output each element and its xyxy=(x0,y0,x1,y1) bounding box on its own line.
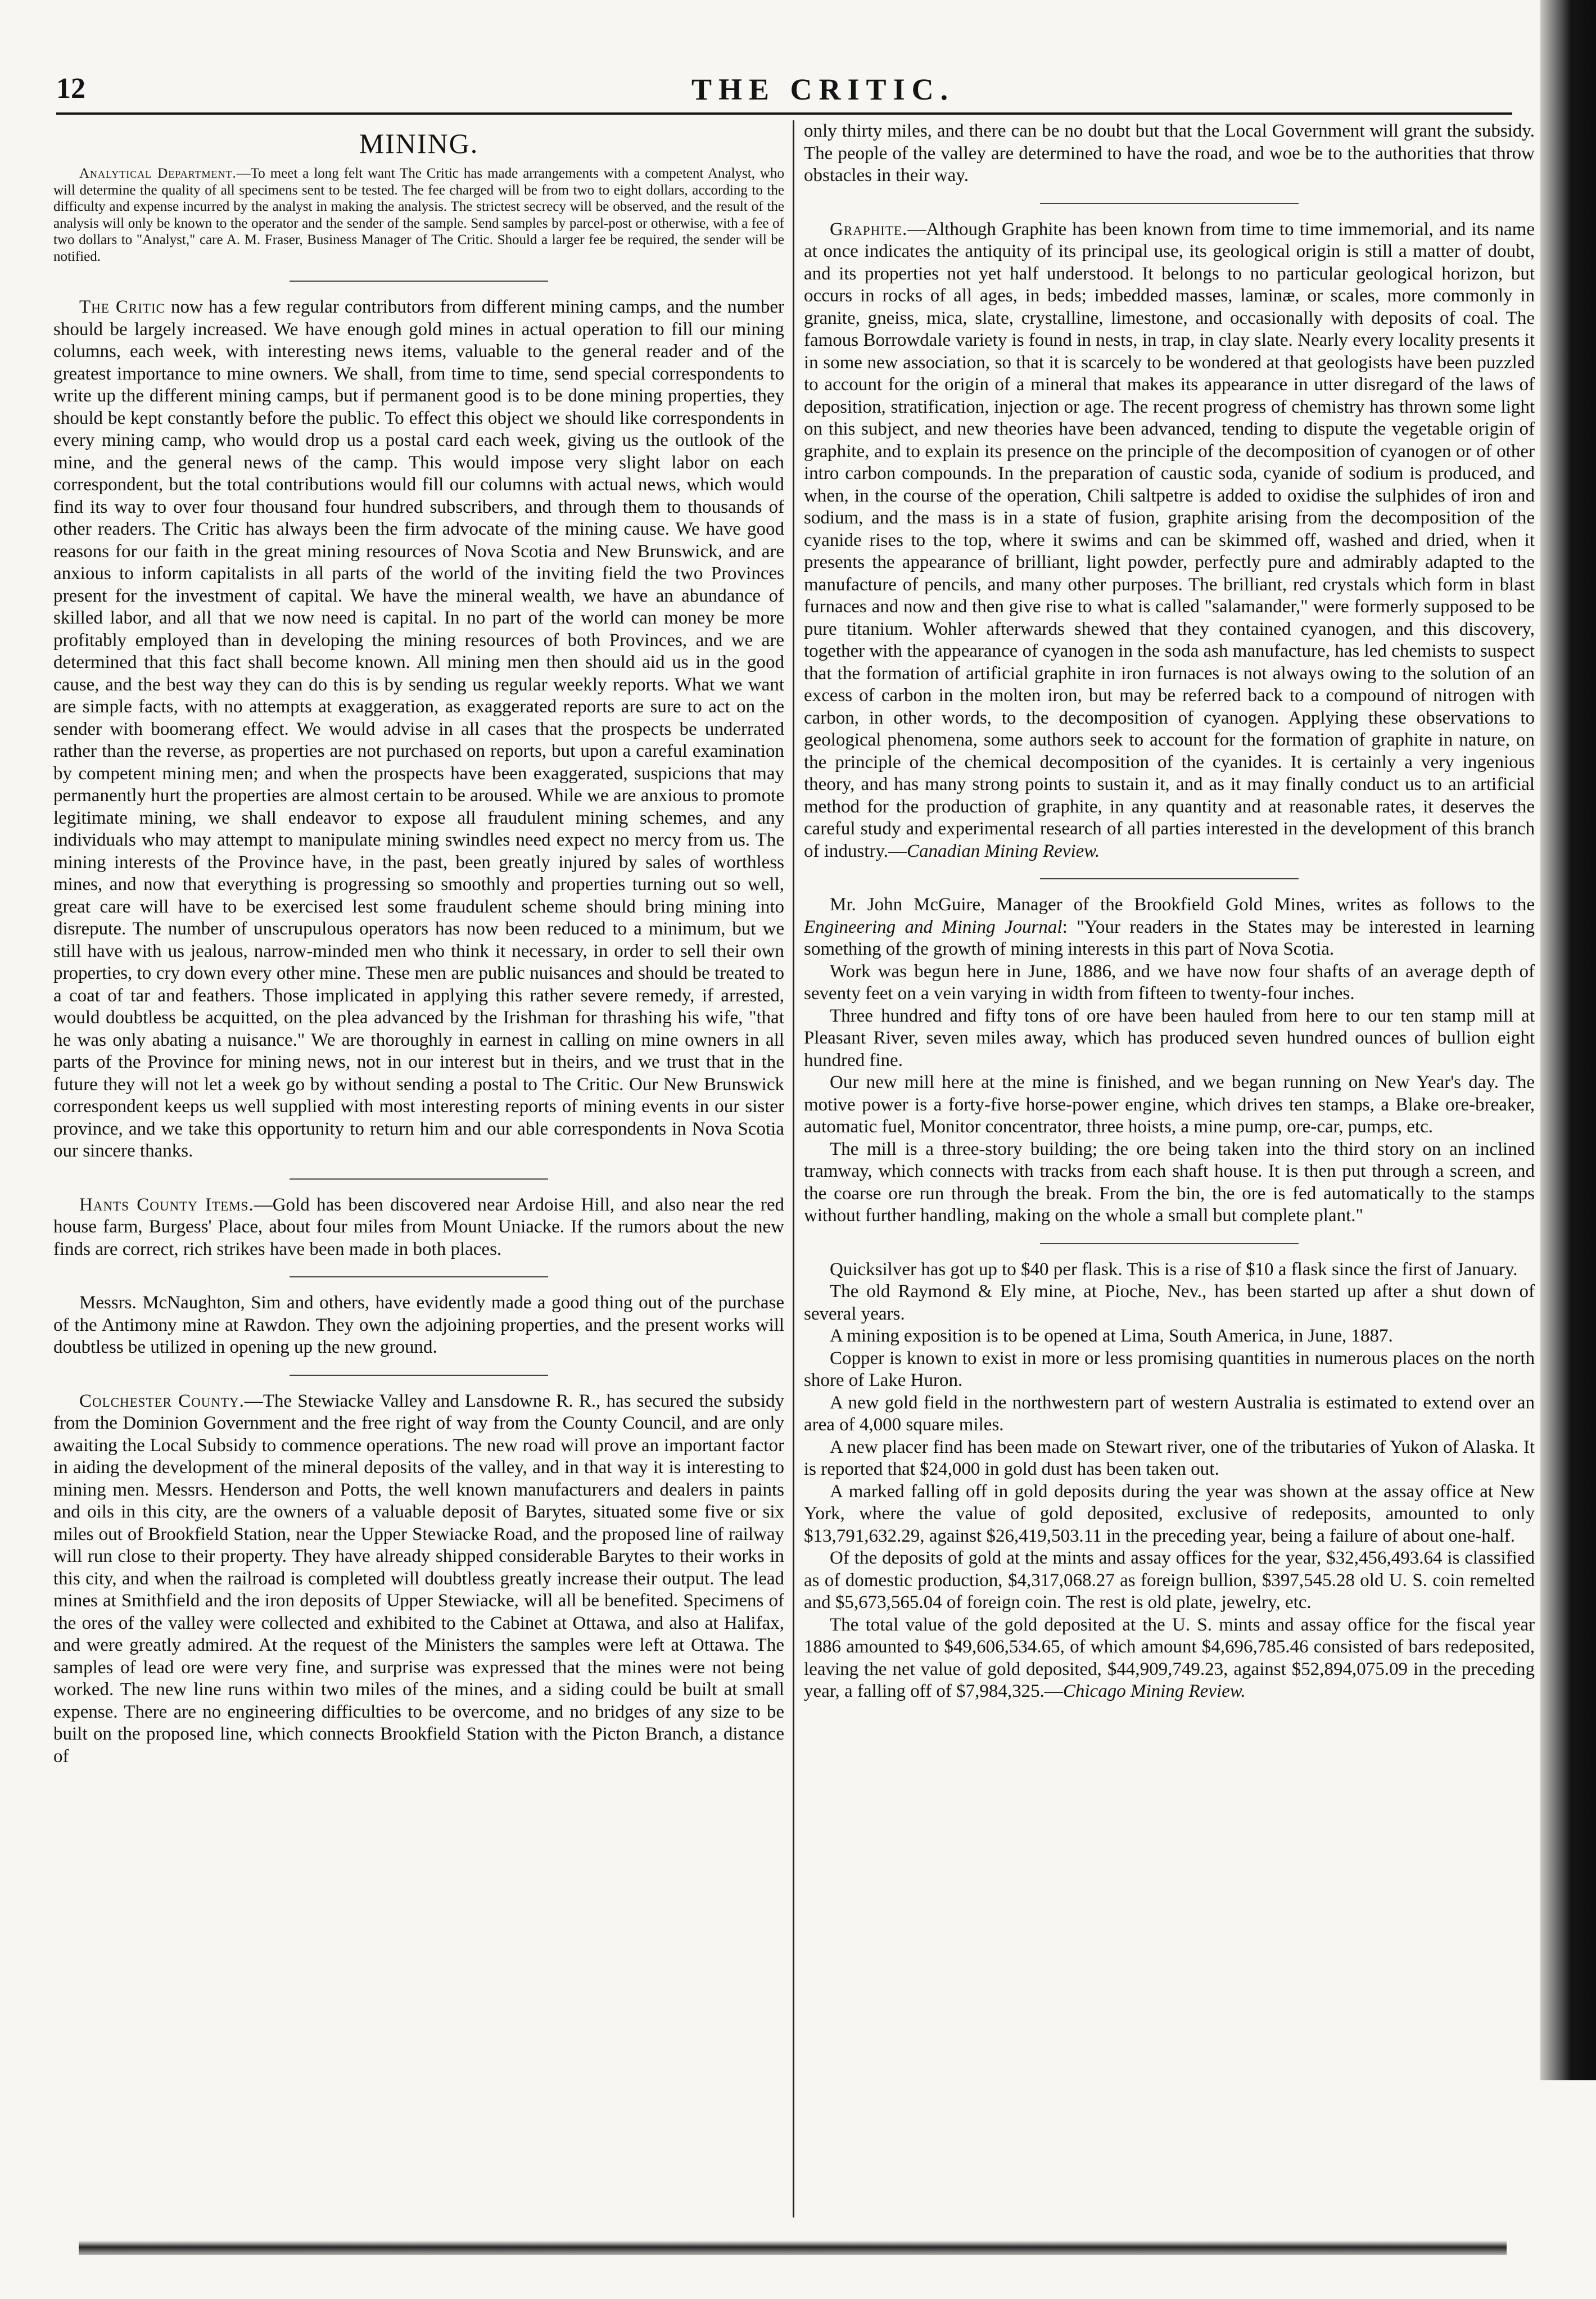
brief-item-final xyxy=(804,1614,1535,1703)
brief-item: Quicksilver has got up to $40 per flask. This is a rise of $10 a flask since the first of January. xyxy=(830,1259,1518,1280)
graphite-source: Canadian Mining Review. xyxy=(907,841,1100,861)
separator xyxy=(1040,878,1299,879)
mcguire-intro-end: : "Your readers in the States may be interested in learning something of the growth of mining interests in this part of Nova Scotia. xyxy=(804,916,1535,959)
mcguire-paragraph: Work was begun here in June, 1886, and we have now four shafts of an average depth of seventy feet on a vein varying in width from fifteen to twenty-four inches. xyxy=(804,961,1535,1004)
colchester-county-label: Colchester County. xyxy=(79,1390,245,1411)
left-column xyxy=(53,120,784,2217)
scan-edge-shadow xyxy=(1540,0,1596,2080)
mcguire-paragraph: Three hundred and fifty tons of ore have been hauled from here to our ten stamp mill at Pleasant River, seven miles away, which has produced seven hundred ounces of bullion eight hundred fine. xyxy=(804,1005,1535,1071)
final-brief-source: Chicago Mining Review. xyxy=(1063,1681,1246,1701)
mcguire-letter-intro xyxy=(804,894,1535,961)
separator xyxy=(290,1276,548,1277)
hants-county-label: Hants County Items. xyxy=(79,1194,254,1215)
colchester-county-text: —The Stewiacke Valley and Lansdowne R. R., has secured the subsidy from the Dominion Government and the free right of way from the County Council, and are only awaiting the Local Subsidy to commence operations. The new road will prove an important factor in aiding the development of the mineral deposits of the valley, and in that way it is interesting to mining men. Messrs. Henderson and Potts, the well known manufacturers and dealers in paints and oils in this city, are the owners of a valuable deposit of Barytes, situated some five or six miles out of Brookfield Station, near the Upper Stewiacke Road, and the proposed line of railway will run close to their property. They have already shipped considerable Barytes to their works in this city, and when the railroad is completed will doubtless greatly increase their output. The lead mines at Smithfield and the iron deposits of Upper Stewiacke, will all be benefited. Specimens of the ores of the valley were collected and exhibited to the Cabinet at Ottawa, and also at Halifax, and were greatly admired. At the request of the Ministers the samples were left at Ottawa. The samples of lead ore were very fine, and surprise was expressed that the mines were not being worked. The new line runs within two miles of the mines, and a siding could be built at small expense. There are no engineering difficulties to be overcome, and no bridges of any size to be built on the proposed line, which connects Brookfield Station with the Picton Branch, a distance of xyxy=(53,1390,784,1767)
section-title: MINING. xyxy=(359,128,479,159)
hants-county-text: —Gold has been discovered near Ardoise Hill, and also near the red house farm, Burgess' Place, about four miles from Mount Uniacke. If the rumors about the new finds are correct, rich strikes have been made in both places. xyxy=(53,1194,784,1259)
brief-item: A marked falling off in gold deposits during the year was shown at the assay office at New York, where the value of gold deposited, exclusive of redeposits, amounted to only $13,791,632.29, against $26,419,503.11 in the preceding year, being a failure of about one-half. xyxy=(804,1481,1535,1546)
mcnaughton-item: Messrs. McNaughton, Sim and others, have evidently made a good thing out of the purchase of the Antimony mine at Rawdon. They own the adjoining properties, and the present works will doubtless be utilized in opening up the new ground. xyxy=(53,1293,784,1357)
column-divider xyxy=(793,120,794,2217)
graphite-article xyxy=(804,219,1535,863)
analytical-notice-text: —To meet a long felt want The Critic has made arrangements with a competent Analyst, who will determine the quality of all specimens sent to be tested. The fee charged will be from two to eight dollars, according to the difficulty and expense incurred by the analyst in making the analysis. The strictest secrecy will be observed, and the result of the analysis will only be known to the operator and the sender of the sample. Send samples by parcel-post or otherwise, with a fee of two dollars to "Analyst," care A. M. Fraser, Business Manager of The Critic. Should a larger fee be required, the sender will be notified. xyxy=(53,166,784,264)
page-header xyxy=(56,72,1512,106)
intro-lead: The Critic xyxy=(79,297,165,317)
separator xyxy=(290,1375,548,1376)
brief-item: A new gold field in the northwestern part of western Australia is estimated to extend over an area of 4,000 square miles. xyxy=(804,1392,1535,1435)
brief-item: A mining exposition is to be opened at Lima, South America, in June, 1887. xyxy=(830,1326,1393,1346)
mcguire-intro: Mr. John McGuire, Manager of the Brookfield Gold Mines, writes as follows to the xyxy=(830,895,1535,915)
masthead-title: THE CRITIC. xyxy=(691,73,955,106)
brief-item: The old Raymond & Ely mine, at Pioche, Nev., has been started up after a shut down of several years. xyxy=(804,1281,1535,1324)
intro-paragraph xyxy=(53,296,784,1163)
separator xyxy=(290,281,548,282)
right-column xyxy=(804,120,1535,2217)
mcguire-paragraph: The mill is a three-story building; the ore being taken into the third story on an inclined tramway, which connects with tracks from each shaft house. It is then put through a screen, and the coarse ore run through the break. From the bin, the ore is fed automatically to the stamps without further handling, making on the whole a small but complete plant." xyxy=(804,1139,1535,1226)
analytical-notice xyxy=(53,165,784,265)
mcguire-journal: Engineering and Mining Journal xyxy=(804,916,1063,937)
intro-text: now has a few regular contributors from different mining camps, and the number should be largely increased. We have enough gold mines in actual operation to fill our mining columns, each week, with interesting news items, valuable to the general reader and of the greatest importance to mine owners. We shall, from time to time, send special correspondents to write up the different mining camps, but if permanent good is to be done mining properties, they should be kept constantly before the public. To effect this object we should like correspondents in every mining camp, who would drop us a postal card each week, giving us the outlook of the mine, and the general news of the camp. This would impose very slight labor on each correspondent, but the total contributions would fill our columns with actual news, which would find its way to over four thousand four hundred subscribers, and through them to thousands of other readers. The Critic has always been the firm advocate of the mining cause. We have good reasons for our faith in the great mining resources of Nova Scotia and New Brunswick, and are anxious to inform capitalists in all parts of the world of the inviting field the two Provinces present for the investment of capital. We have the mineral wealth, we have an abundance of skilled labor, and all that we now need is capital. In no part of the world can money be more profitably employed than in developing the mining resources of both Provinces, and we are determined that this fact shall become known. All mining men then should aid us in the good cause, and the best way they can do this is by sending us regular weekly reports. What we want are simple facts, with no attempts at exaggeration, as exaggerated reports are sure to act on the sender with boomerang effect. We would advise in all cases that the prospects be underrated rather than the reverse, as properties are not purchased on reports, but upon a careful examination by competent mining men; and when the prospects have been exaggerated, suspicions that may permanently hurt the properties are almost certain to be aroused. While we are anxious to promote legitimate mining, we shall endeavor to expose all fraudulent mining schemes, and any individuals who may attempt to manipulate mining swindles need expect no mercy from us. The mining interests of the Province have, in the past, been greatly injured by sales of worthless mines, and now that everything is progressing so smoothly and properties turning out so well, great care will have to be exercised lest some fraudulent scheme should bring mining into disrepute. The number of unscrupulous operators has now been reduced to a minimum, but we still have with us jealous, narrow-minded men who think it necessary, in order to sell their own properties, to cry down every other mine. These men are public nuisances and should be treated to a coat of tar and feathers. Those implicated in applying this rather severe remedy, if arrested, would doubtless be acquitted, on the plea advanced by the Irishman for thrashing his wife, "that he was only abating a nuisance." We are thoroughly in earnest in calling on mine owners in all parts of the Province for mining news, not in our interest but in theirs, and we trust that in the future they will not let a week go by without sending a postal to The Critic. Our New Brunswick correspondent keeps us well supplied with most interesting reports of mining events in our sister province, and we take this opportunity to return him and our able correspondents in Nova Scotia our sincere thanks. xyxy=(53,297,784,1161)
brief-item: Copper is known to exist in more or less promising quantities in numerous places on the north shore of Lake Huron. xyxy=(804,1348,1535,1390)
scan-bottom-smear xyxy=(79,2241,1507,2255)
separator xyxy=(290,1178,548,1180)
analytical-notice-label: Analytical Department. xyxy=(79,166,237,181)
final-brief-text: The total value of the gold deposited at the U. S. mints and assay office for the fiscal year 1886 amounted to $49,606,534.65, of which amount $4,696,785.46 consisted of bars redeposited, leaving the net value of gold deposited, $44,909,749.23, against $52,894,075.09 in the preceding year, a falling off of $7,984,325.— xyxy=(804,1614,1535,1701)
separator xyxy=(1040,203,1299,204)
brief-item: Of the deposits of gold at the mints and assay offices for the year, $32,456,493.64 is classified as of domestic production, $4,317,068.27 as foreign bullion, $397,545.28 old U. S. coin remelted and $5,673,565.04 of foreign coin. The rest is old plate, jewelry, etc. xyxy=(804,1548,1535,1613)
separator xyxy=(1040,1243,1299,1244)
graphite-label: Graphite. xyxy=(830,219,908,240)
brief-item: A new placer find has been made on Stewart river, one of the tributaries of Yukon of Alaska. It is reported that $24,000 in gold dust has been taken out. xyxy=(804,1437,1535,1479)
hants-county-item xyxy=(53,1194,784,1261)
colchester-county-item xyxy=(53,1390,784,1768)
page-number: 12 xyxy=(56,73,85,105)
graphite-text: —Although Graphite has been known from time to time immemorial, and its name at once indicates the antiquity of its principal use, its geological origin is still a matter of doubt, and its properties not yet half understood. It belongs to no particular geological horizon, but occurs in rocks of all ages, in beds; imbedded masses, laminæ, or scales, more commonly in granite, gneiss, mica, slate, crystalline, limestone, and occasionally with deposits of coal. The famous Borrowdale variety is found in nests, in trap, in clay slate. Nearly every locality presents it in some new association, so that it is scarcely to be wondered at that geologists have been puzzled to account for the origin of a mineral that makes its appearance in utter disregard of the laws of deposition, stratification, injection or age. The recent progress of chemistry has thrown some light on this subject, and new theories have been advanced, tending to dispute the vegetable origin of graphite, and to explain its presence on the principle of the decomposition of cyanogen or of other intro carbon compounds. In the preparation of caustic soda, cyanide of sodium is produced, and when, in the course of the operation, Chili saltpetre is added to oxidise the sulphides of iron and sodium, and the mass is in a state of fusion, graphite arising from the decomposition of the cyanide rises to the top, where it swims and can be skimmed off, washed and dried, when it presents the appearance of brilliant, light powder, perfectly pure and admirably adapted to the manufacture of pencils, and many other purposes. The brilliant, red crystals which form in blast furnaces and now and then give rise to what is called "salamander," were formerly supposed to be pure titanium. Wohler afterwards shewed that they contained cyanogen, and this discovery, together with the appearance of cyanogen in the soda ash manufacture, has led chemists to suspect that the formation of artificial graphite in iron furnaces is not always owing to the solution of an excess of carbon in the molten iron, but may be referred back to a compound of nitrogen with carbon, in other words, to the decomposition of cyanogen. Applying these observations to geological phenomena, some authors seek to account for the formation of graphite in nature, on the principle of the chemical decomposition of the cyanides. It is certainly a very ingenious theory, and has many strong points to sustain it, and as it may finally conduct us to an artificial method for the production of graphite, in any quantity and at reasonable rates, it deserves the careful study and experimental research of all parties interested in the development of this branch of industry.— xyxy=(804,219,1535,861)
mcguire-paragraph: Our new mill here at the mine is finished, and we began running on New Year's day. The motive power is a forty-five horse-power engine, which drives ten stamps, a Blake ore-breaker, automatic fuel, Monitor concentrator, three hoists, a mine pump, ore-car, pumps, etc. xyxy=(804,1072,1535,1137)
colchester-continued: only thirty miles, and there can be no doubt but that the Local Government will grant the subsidy. The people of the valley are determined to have the road, and woe be to the authorities that throw obstacles in their way. xyxy=(804,121,1535,186)
header-rule xyxy=(56,112,1512,115)
